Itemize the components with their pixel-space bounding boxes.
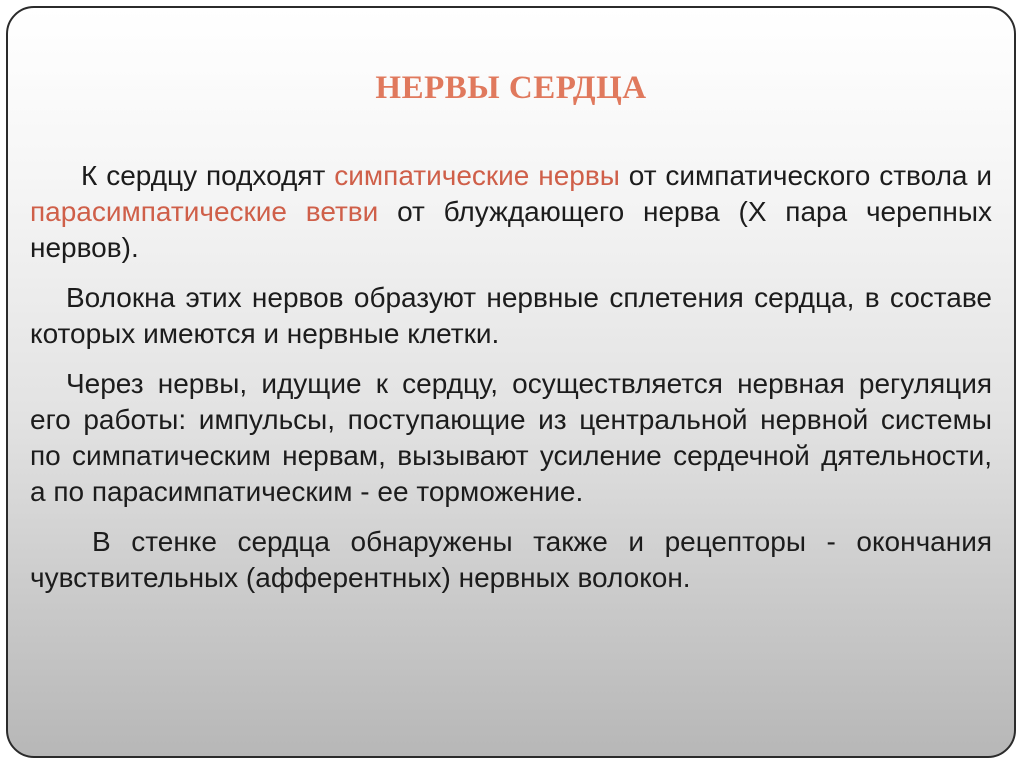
paragraph-nerve-regulation: Через нервы, идущие к сердцу, осуществляется нервная регуляция его работы: импульсы, поступающие из центральной нервной системы по симпатическим нервам, вызывают усиление сердечной дятельности, а по парасимпатическим - ее торможение. — [30, 368, 992, 507]
highlight-sympathetic-nerves: симпатические нервы — [334, 160, 620, 191]
paragraph-1-text-end: от блуждающего нерва (X пара черепных нервов). — [30, 196, 992, 263]
slide-title: НЕРВЫ СЕРДЦА — [375, 70, 647, 106]
slide — [6, 6, 1016, 758]
slide-body — [30, 158, 992, 596]
paragraph-nerve-plexus: Волокна этих нервов образуют нервные сплетения сердца, в составе которых имеются и нервные клетки. — [30, 282, 992, 349]
paragraph-receptors: В стенке сердца обнаружены также и рецепторы - окончания чувствительных (афферентных) нервных волокон. — [30, 526, 992, 593]
paragraph-nerve-supply — [30, 158, 992, 266]
paragraph-1-text-middle: от симпатического ствола и — [619, 160, 993, 191]
highlight-parasympathetic-branches: парасимпатические ветви — [30, 196, 379, 227]
paragraph-1-text-start: К сердцу подходят — [81, 160, 335, 191]
